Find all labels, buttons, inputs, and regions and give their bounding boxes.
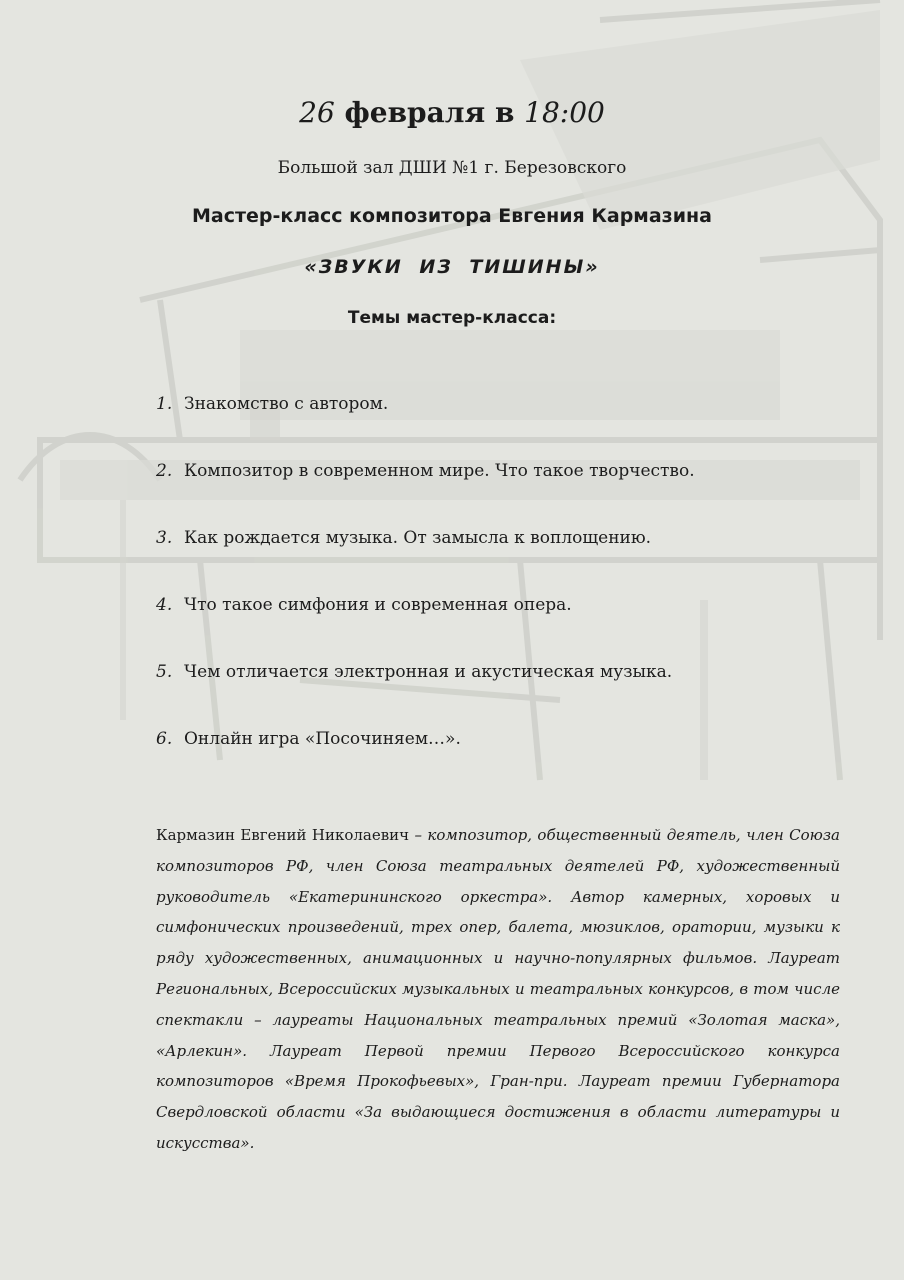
list-item — [156, 528, 856, 595]
date-day: 26 — [299, 96, 335, 129]
date-month: февраля в — [344, 96, 515, 129]
bio-name: Кармазин Евгений Николаевич — [156, 826, 410, 844]
event-subtitle: «ЗВУКИ ИЗ ТИШИНЫ» — [304, 256, 600, 278]
topic-number: 6. — [156, 729, 173, 749]
topic-text: Композитор в современном мире. Что такое творчество. — [184, 461, 695, 481]
topic-text: Что такое симфония и современная опера. — [184, 595, 572, 615]
topic-text: Чем отличается электронная и акустическая музыка. — [184, 662, 673, 682]
event-venue: Большой зал ДШИ №1 г. Березовского — [277, 158, 627, 178]
date-time: 18:00 — [524, 96, 605, 129]
topics-heading: Темы мастер-класса: — [347, 308, 557, 328]
event-date — [0, 96, 904, 129]
topic-number: 3. — [156, 528, 173, 548]
topic-number: 4. — [156, 595, 173, 615]
list-item — [156, 394, 856, 461]
list-item — [156, 595, 856, 662]
topic-text: Как рождается музыка. От замысла к воплощению. — [184, 528, 652, 548]
topic-number: 1. — [156, 394, 173, 414]
list-item — [156, 662, 856, 729]
topic-text: Онлайн игра «Посочиняем…». — [184, 729, 461, 749]
topic-text: Знакомство с автором. — [184, 394, 389, 414]
topic-list — [156, 394, 856, 796]
list-item — [156, 461, 856, 528]
composer-biography — [156, 820, 840, 1159]
topic-number: 2. — [156, 461, 173, 481]
event-title: Мастер-класс композитора Евгения Кармазина — [192, 205, 712, 227]
list-item — [156, 729, 856, 796]
bio-text: – композитор, общественный деятель, член Союза композиторов РФ, член Союза театральных деятелей РФ, художественный руководитель «Екатерининского оркестра». Автор камерных, хоровых и симфонических произведений, трех опер, балета, мюзиклов, оратории, музыки к ряду художественных, анимационных и научно-популярных фильмов. Лауреат Региональных, Всероссийских музыкальных и театральных конкурсов, в том числе спектакли – лауреаты Национальных театральных премий «Золотая маска», «Арлекин». Лауреат Первой премии Первого Всероссийского конкурса композиторов «Время Прокофьевых», Гран-при. Лауреат премии Губернатора Свердловской области «За выдающиеся достижения в области литературы и искусства». — [156, 826, 840, 1152]
topic-number: 5. — [156, 662, 173, 682]
